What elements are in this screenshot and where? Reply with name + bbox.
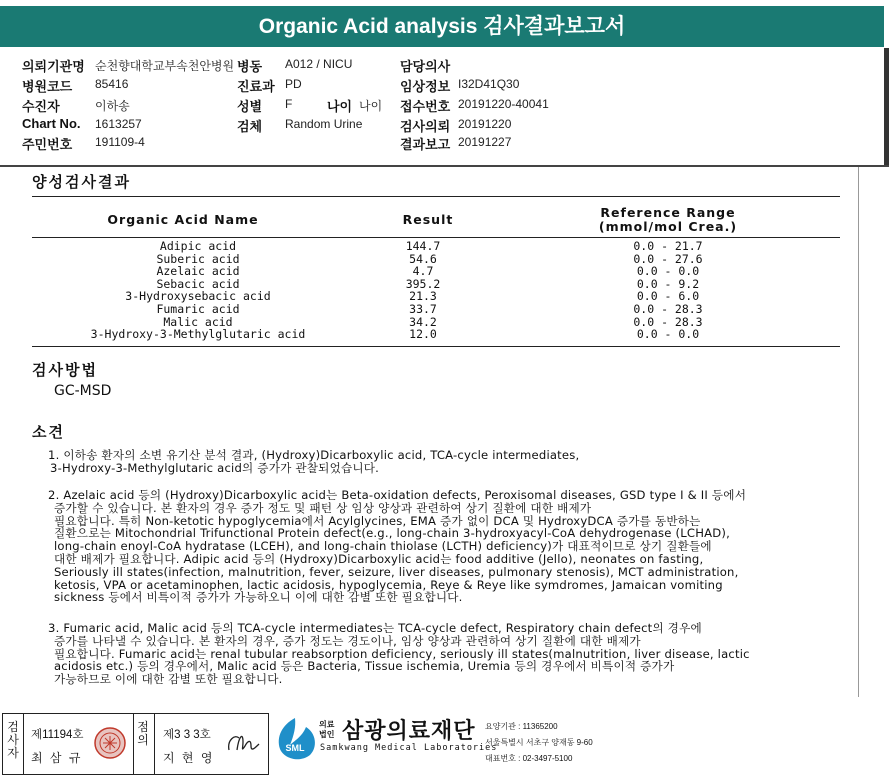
hospital-label: 의뢰기관명 — [22, 59, 85, 74]
opinion-line: 3-Hydroxy-3-Methylglutaric acid의 증가가 관찰되었습니다. — [50, 460, 380, 475]
result-value-cell: 4.7 — [412, 264, 434, 279]
result-value-cell: 34.2 — [409, 314, 437, 329]
receipt-label: 접수번호 — [400, 99, 451, 114]
result-value-cell: 33.7 — [409, 302, 437, 316]
doctor-label: 담당의사 — [400, 59, 451, 74]
org-contact — [485, 719, 593, 767]
age-value: 나이 — [359, 99, 383, 113]
box-divider — [23, 714, 24, 774]
org-phone: 대표번호 : 02-3497-5100 — [485, 754, 573, 763]
opinion-line: 2. Azelaic acid 등의 (Hydroxy)Dicarboxylic acid는 Beta-oxidation defects, Peroxisomal diseases, GSD type I & II 등에서 — [48, 488, 747, 502]
method-value: GC-MSD — [54, 383, 112, 399]
table-header-rule — [32, 237, 840, 238]
result-name-cell: 3-Hydroxy-3-Methylglutaric acid — [90, 327, 306, 342]
org-name: 삼광의료재단 — [342, 718, 476, 743]
result-range-cell: 0.0 - 9.2 — [636, 276, 700, 291]
result-range-cell: 0.0 - 28.3 — [633, 302, 703, 316]
clinical-label: 임상정보 — [400, 79, 451, 94]
org-address: 서울특별시 서초구 양재동 9-60 — [485, 738, 593, 747]
confirm-name: 지 현 영 — [163, 751, 215, 765]
opinion-line: 1. 이하송 환자의 소변 유기산 분석 결과, (Hydroxy)Dicarboxylic acid, TCA-cycle intermediates, — [48, 448, 580, 462]
result-range-cell: 0.0 - 27.6 — [633, 251, 703, 266]
report-date-value: 20191227 — [458, 135, 512, 149]
opinion-line: Seriously ill states(infection, malnutrition, fever, seizure, liver diseases, pulmonary stenosis), MCT administration, — [54, 564, 739, 579]
org-prefix-line1: 의료 — [319, 720, 335, 729]
specimen-label: 검체 — [237, 119, 263, 134]
inspector-label: 검사자 — [7, 720, 19, 760]
chart-value: 1613257 — [95, 117, 142, 131]
age-label: 나이 — [327, 99, 353, 114]
opinion-line: 증가를 나타낼 수 있습니다. 본 환자의 경우, 증가 정도는 경도이나, 임상 양상과 관련하여 상기 질환에 대한 배제가 — [54, 633, 641, 648]
clinical-value: I32D41Q30 — [458, 77, 520, 91]
report-date-label: 결과보고 — [400, 137, 451, 152]
ward-label: 병동 — [237, 59, 263, 74]
ward-value: A012 / NICU — [285, 57, 353, 71]
opinion-line: 3. Fumaric acid, Malic acid 등의 TCA-cycle intermediates는 TCA-cycle defect, Respiratory chain defect의 경우에 — [48, 621, 702, 635]
col-header-range: Reference Range — [600, 205, 736, 220]
signature-box — [2, 713, 269, 775]
opinion-line: sickness 등에서 비특이적 증가가 가능하오니 이에 대한 감별 또한 필요합니다. — [54, 590, 463, 605]
report-title: Organic Acid analysis 검사결과보고서 — [0, 6, 884, 47]
report-body — [18, 167, 859, 697]
sex-value: F — [285, 97, 293, 111]
dept-value: PD — [285, 77, 302, 91]
result-name-cell: 3-Hydroxysebacic acid — [125, 289, 271, 304]
hospital-value: 순천향대학교부속천안병원 — [95, 59, 235, 73]
opinion-line: long-chain enoyl-CoA hydratase (LCEH), and long-chain thiolase (LCTH) deficiency)가 대표적이므로 상기 질환들에 — [54, 539, 712, 554]
result-range-cell: 0.0 - 0.0 — [636, 327, 700, 342]
opinion-line: ketosis, VPA or acetaminophen, lactic acidosis, hypoglycemia, Reye & Reye like symdromes, Jamaican vomiting — [54, 577, 723, 592]
opinion-paragraph-3 — [48, 622, 848, 686]
result-range-cell: 0.0 - 28.3 — [633, 314, 703, 329]
opinion-line: 필요합니다. Fumaric acid는 renal tubular reabsorption deficiency, seriously ill states(malnutrition, liver disease, lactic — [54, 646, 750, 661]
opinion-line: 대한 배제가 필요합니다. Adipic acid 등의 (Hydroxy)Dicarboxylic acid는 food additive (Jello), neonates on fasting, — [54, 551, 704, 566]
results-section-title: 양성검사결과 — [32, 174, 131, 191]
confirm-label: 점의 — [137, 720, 149, 747]
result-range-cell: 0.0 - 0.0 — [636, 264, 700, 279]
opinion-line: 가능하므로 이에 대한 감별 또한 필요합니다. — [54, 672, 283, 687]
result-name-cell: Fumaric acid — [156, 302, 240, 316]
result-value-cell: 12.0 — [409, 327, 437, 342]
patient-label: 수진자 — [22, 99, 60, 114]
org-institution-code: 요양기관 : 11365200 — [485, 722, 558, 731]
method-section-title: 검사방법 — [32, 362, 98, 379]
code-value: 85416 — [95, 77, 129, 91]
opinion-paragraph-1 — [48, 449, 848, 475]
inspector-name: 최 삼 규 — [31, 751, 83, 765]
inspector-seal-icon — [93, 726, 127, 760]
dept-label: 진료과 — [237, 79, 275, 94]
result-name-cell: Azelaic acid — [156, 264, 240, 279]
receipt-value: 20191220-40041 — [458, 97, 549, 111]
request-value: 20191220 — [458, 117, 512, 131]
result-range-cell: 0.0 - 21.7 — [633, 239, 703, 253]
col-header-name: Organic Acid Name — [107, 212, 259, 227]
signature-icon — [225, 728, 263, 758]
confirm-license: 제3 3 3호 — [163, 729, 211, 741]
patient-value: 이하송 — [95, 99, 130, 113]
org-english-name: Samkwang Medical Laboratories — [320, 743, 498, 753]
col-header-range-unit: (mmol/mol Crea.) — [598, 219, 738, 234]
result-name-cell: Malic acid — [163, 314, 233, 329]
result-value-cell: 395.2 — [405, 276, 441, 291]
sex-label: 성별 — [237, 99, 263, 114]
table-bottom-rule — [32, 346, 840, 347]
code-label: 병원코드 — [22, 79, 73, 94]
id-value: 191109-4 — [95, 135, 145, 149]
id-label: 주민번호 — [22, 137, 73, 152]
opinion-line: 질환으로는 Mitochondrial Trifunctional Protein defect(e.g., long-chain 3-hydroxyacyl-CoA dehydrogenase (LCHAD), — [54, 526, 730, 541]
col-header-result: Result — [402, 212, 454, 227]
specimen-value: Random Urine — [285, 117, 363, 131]
opinion-line: 증가할 수 있습니다. 본 환자의 경우 증가 정도 및 패턴 상 임상 양상과 관련하여 상기 질환에 대한 배제가 — [54, 500, 592, 515]
result-value-cell: 54.6 — [409, 251, 437, 266]
chart-label: Chart No. — [22, 116, 81, 131]
result-value-cell: 144.7 — [405, 239, 441, 253]
result-name-cell: Suberic acid — [156, 251, 240, 266]
patient-info — [0, 48, 889, 165]
opinion-line: acidosis etc.) 등의 경우에서, Malic acid 등은 Bacteria, Tissue ischemia, Uremia 등의 경우에서 비특이적 증가가 — [54, 659, 675, 674]
org-prefix — [319, 720, 334, 740]
result-value-cell: 21.3 — [409, 289, 437, 304]
table-top-rule — [32, 196, 840, 197]
inspector-license: 제11194호 — [31, 729, 84, 741]
result-name-cell: Adipic acid — [159, 239, 237, 253]
result-range-cell: 0.0 - 6.0 — [636, 289, 700, 304]
opinion-line: 필요합니다. 특히 Non-ketotic hypoglycemia에서 Acylglycines, EMA 증가 없이 DCA 및 HydroxyDCA 증가를 동반하는 — [54, 513, 701, 528]
box-divider — [133, 714, 134, 774]
request-label: 검사의뢰 — [400, 119, 451, 134]
sml-logo-icon — [272, 715, 318, 765]
opinion-paragraph-2 — [48, 489, 848, 604]
box-divider — [154, 714, 155, 774]
report-footer — [0, 710, 889, 775]
sml-logo-text: SML — [285, 743, 305, 753]
org-prefix-line2: 법인 — [319, 730, 335, 739]
result-name-cell: Sebacic acid — [156, 276, 240, 291]
opinion-section-title: 소견 — [32, 424, 65, 441]
